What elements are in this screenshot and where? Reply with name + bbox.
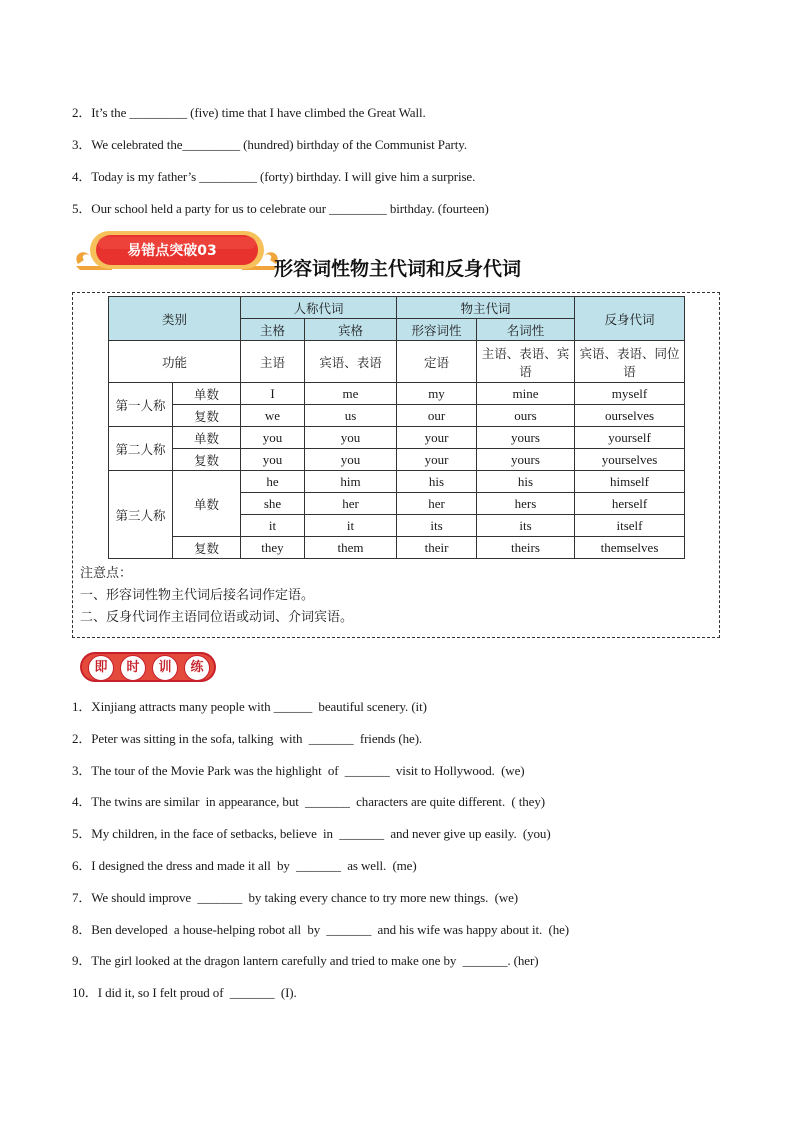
section-banner	[72, 226, 552, 280]
exercise-1: 1．Xinjiang attracts many people with ______ beautiful scenery. (it)	[72, 699, 427, 714]
exercise-10: 10．I did it, so I felt proud of _______ (I).	[72, 985, 297, 1000]
table-cell: us	[305, 405, 397, 427]
table-cell: myself	[575, 383, 685, 405]
exercise-7: 7．We should improve _______ by taking every chance to try more new things. (we)	[72, 890, 519, 905]
table-cell: yourselves	[575, 449, 685, 471]
training-char: 训	[152, 655, 178, 681]
note-item-1: 一、形容词性物主代词后接名词作定语。	[80, 588, 315, 603]
table-cell: your	[397, 449, 477, 471]
table-cell: yours	[477, 427, 575, 449]
exercise-9: 9．The girl looked at the dragon lantern carefully and tried to make one by _______. (her)	[72, 953, 539, 968]
table-cell: he	[241, 471, 305, 493]
table-cell: you	[305, 449, 397, 471]
table-cell: ourselves	[575, 405, 685, 427]
banner-label: 易错点突破03	[127, 243, 217, 259]
header-noun: 名词性	[477, 319, 575, 341]
table-cell: you	[305, 427, 397, 449]
notes-title: 注意点：	[80, 566, 133, 581]
exercise-8: 8．Ben developed a house-helping robot all by _______ and his wife was happy about it. (he)	[72, 922, 570, 937]
table-row	[109, 405, 685, 427]
second-person-label: 第二人称	[109, 427, 173, 471]
function-subject: 主语	[241, 341, 305, 383]
table-row	[109, 537, 685, 559]
table-cell: they	[241, 537, 305, 559]
table-row	[109, 383, 685, 405]
table-cell: him	[305, 471, 397, 493]
header-reflexive: 反身代词	[575, 297, 685, 341]
function-noun: 主语、表语、宾语	[477, 341, 575, 383]
table-cell: our	[397, 405, 477, 427]
table-cell: them	[305, 537, 397, 559]
table-cell: me	[305, 383, 397, 405]
table-cell: your	[397, 427, 477, 449]
table-row	[109, 471, 685, 493]
first-person-label: 第一人称	[109, 383, 173, 427]
table-cell: himself	[575, 471, 685, 493]
table-cell: we	[241, 405, 305, 427]
header-object: 宾格	[305, 319, 397, 341]
table-cell: herself	[575, 493, 685, 515]
table-row	[109, 427, 685, 449]
header-category: 类别	[109, 297, 241, 341]
header-adjective: 形容词性	[397, 319, 477, 341]
number-label: 单数	[173, 471, 241, 537]
note-item-2: 二、反身代词作主语同位语或动词、介词宾语。	[80, 610, 354, 625]
top-exercise-4: 4．Today is my father’s _________ (forty) birthday. I will give him a surprise.	[72, 169, 476, 184]
function-object: 宾语、表语	[305, 341, 397, 383]
table-cell: it	[241, 515, 305, 537]
table-cell: ours	[477, 405, 575, 427]
table-cell: his	[477, 471, 575, 493]
number-label: 复数	[173, 405, 241, 427]
table-cell: mine	[477, 383, 575, 405]
table-cell: its	[397, 515, 477, 537]
exercise-4: 4．The twins are similar in appearance, but _______ characters are quite different. ( they)	[72, 794, 545, 809]
exercise-2: 2．Peter was sitting in the sofa, talking with _______ friends (he).	[72, 731, 423, 746]
table-row	[109, 449, 685, 471]
training-char: 练	[184, 655, 210, 681]
training-char: 时	[120, 655, 146, 681]
table-cell: theirs	[477, 537, 575, 559]
table-cell: yourself	[575, 427, 685, 449]
table-cell: its	[477, 515, 575, 537]
table-cell: hers	[477, 493, 575, 515]
header-subject: 主格	[241, 319, 305, 341]
table-cell: she	[241, 493, 305, 515]
number-label: 复数	[173, 449, 241, 471]
table-cell: you	[241, 449, 305, 471]
exercise-3: 3．The tour of the Movie Park was the highlight of _______ visit to Hollywood. (we)	[72, 763, 525, 778]
exercise-5: 5．My children, in the face of setbacks, believe in _______ and never give up easily. (you)	[72, 826, 551, 841]
table-cell: it	[305, 515, 397, 537]
header-personal: 人称代词	[241, 297, 397, 319]
table-cell: themselves	[575, 537, 685, 559]
table-cell: my	[397, 383, 477, 405]
top-exercise-5: 5．Our school held a party for us to celebrate our _________ birthday. (fourteen)	[72, 201, 489, 216]
table-cell: I	[241, 383, 305, 405]
function-reflexive: 宾语、表语、同位语	[575, 341, 685, 383]
section-title: 形容词性物主代词和反身代词	[274, 258, 522, 280]
table-cell: her	[397, 493, 477, 515]
function-label: 功能	[109, 341, 241, 383]
table-cell: their	[397, 537, 477, 559]
table-cell: yours	[477, 449, 575, 471]
number-label: 复数	[173, 537, 241, 559]
table-cell: her	[305, 493, 397, 515]
header-possessive: 物主代词	[397, 297, 575, 319]
number-label: 单数	[173, 383, 241, 405]
top-exercise-3: 3．We celebrated the_________ (hundred) birthday of the Communist Party.	[72, 137, 467, 152]
pronoun-table	[108, 296, 685, 559]
exercise-6: 6．I designed the dress and made it all by _______ as well. (me)	[72, 858, 417, 873]
function-adjective: 定语	[397, 341, 477, 383]
table-cell: his	[397, 471, 477, 493]
training-badge	[78, 650, 218, 684]
table-cell: itself	[575, 515, 685, 537]
top-exercise-2: 2．It’s the _________ (five) time that I have climbed the Great Wall.	[72, 105, 426, 120]
training-char: 即	[88, 655, 114, 681]
third-person-label: 第三人称	[109, 471, 173, 559]
table-cell: you	[241, 427, 305, 449]
number-label: 单数	[173, 427, 241, 449]
